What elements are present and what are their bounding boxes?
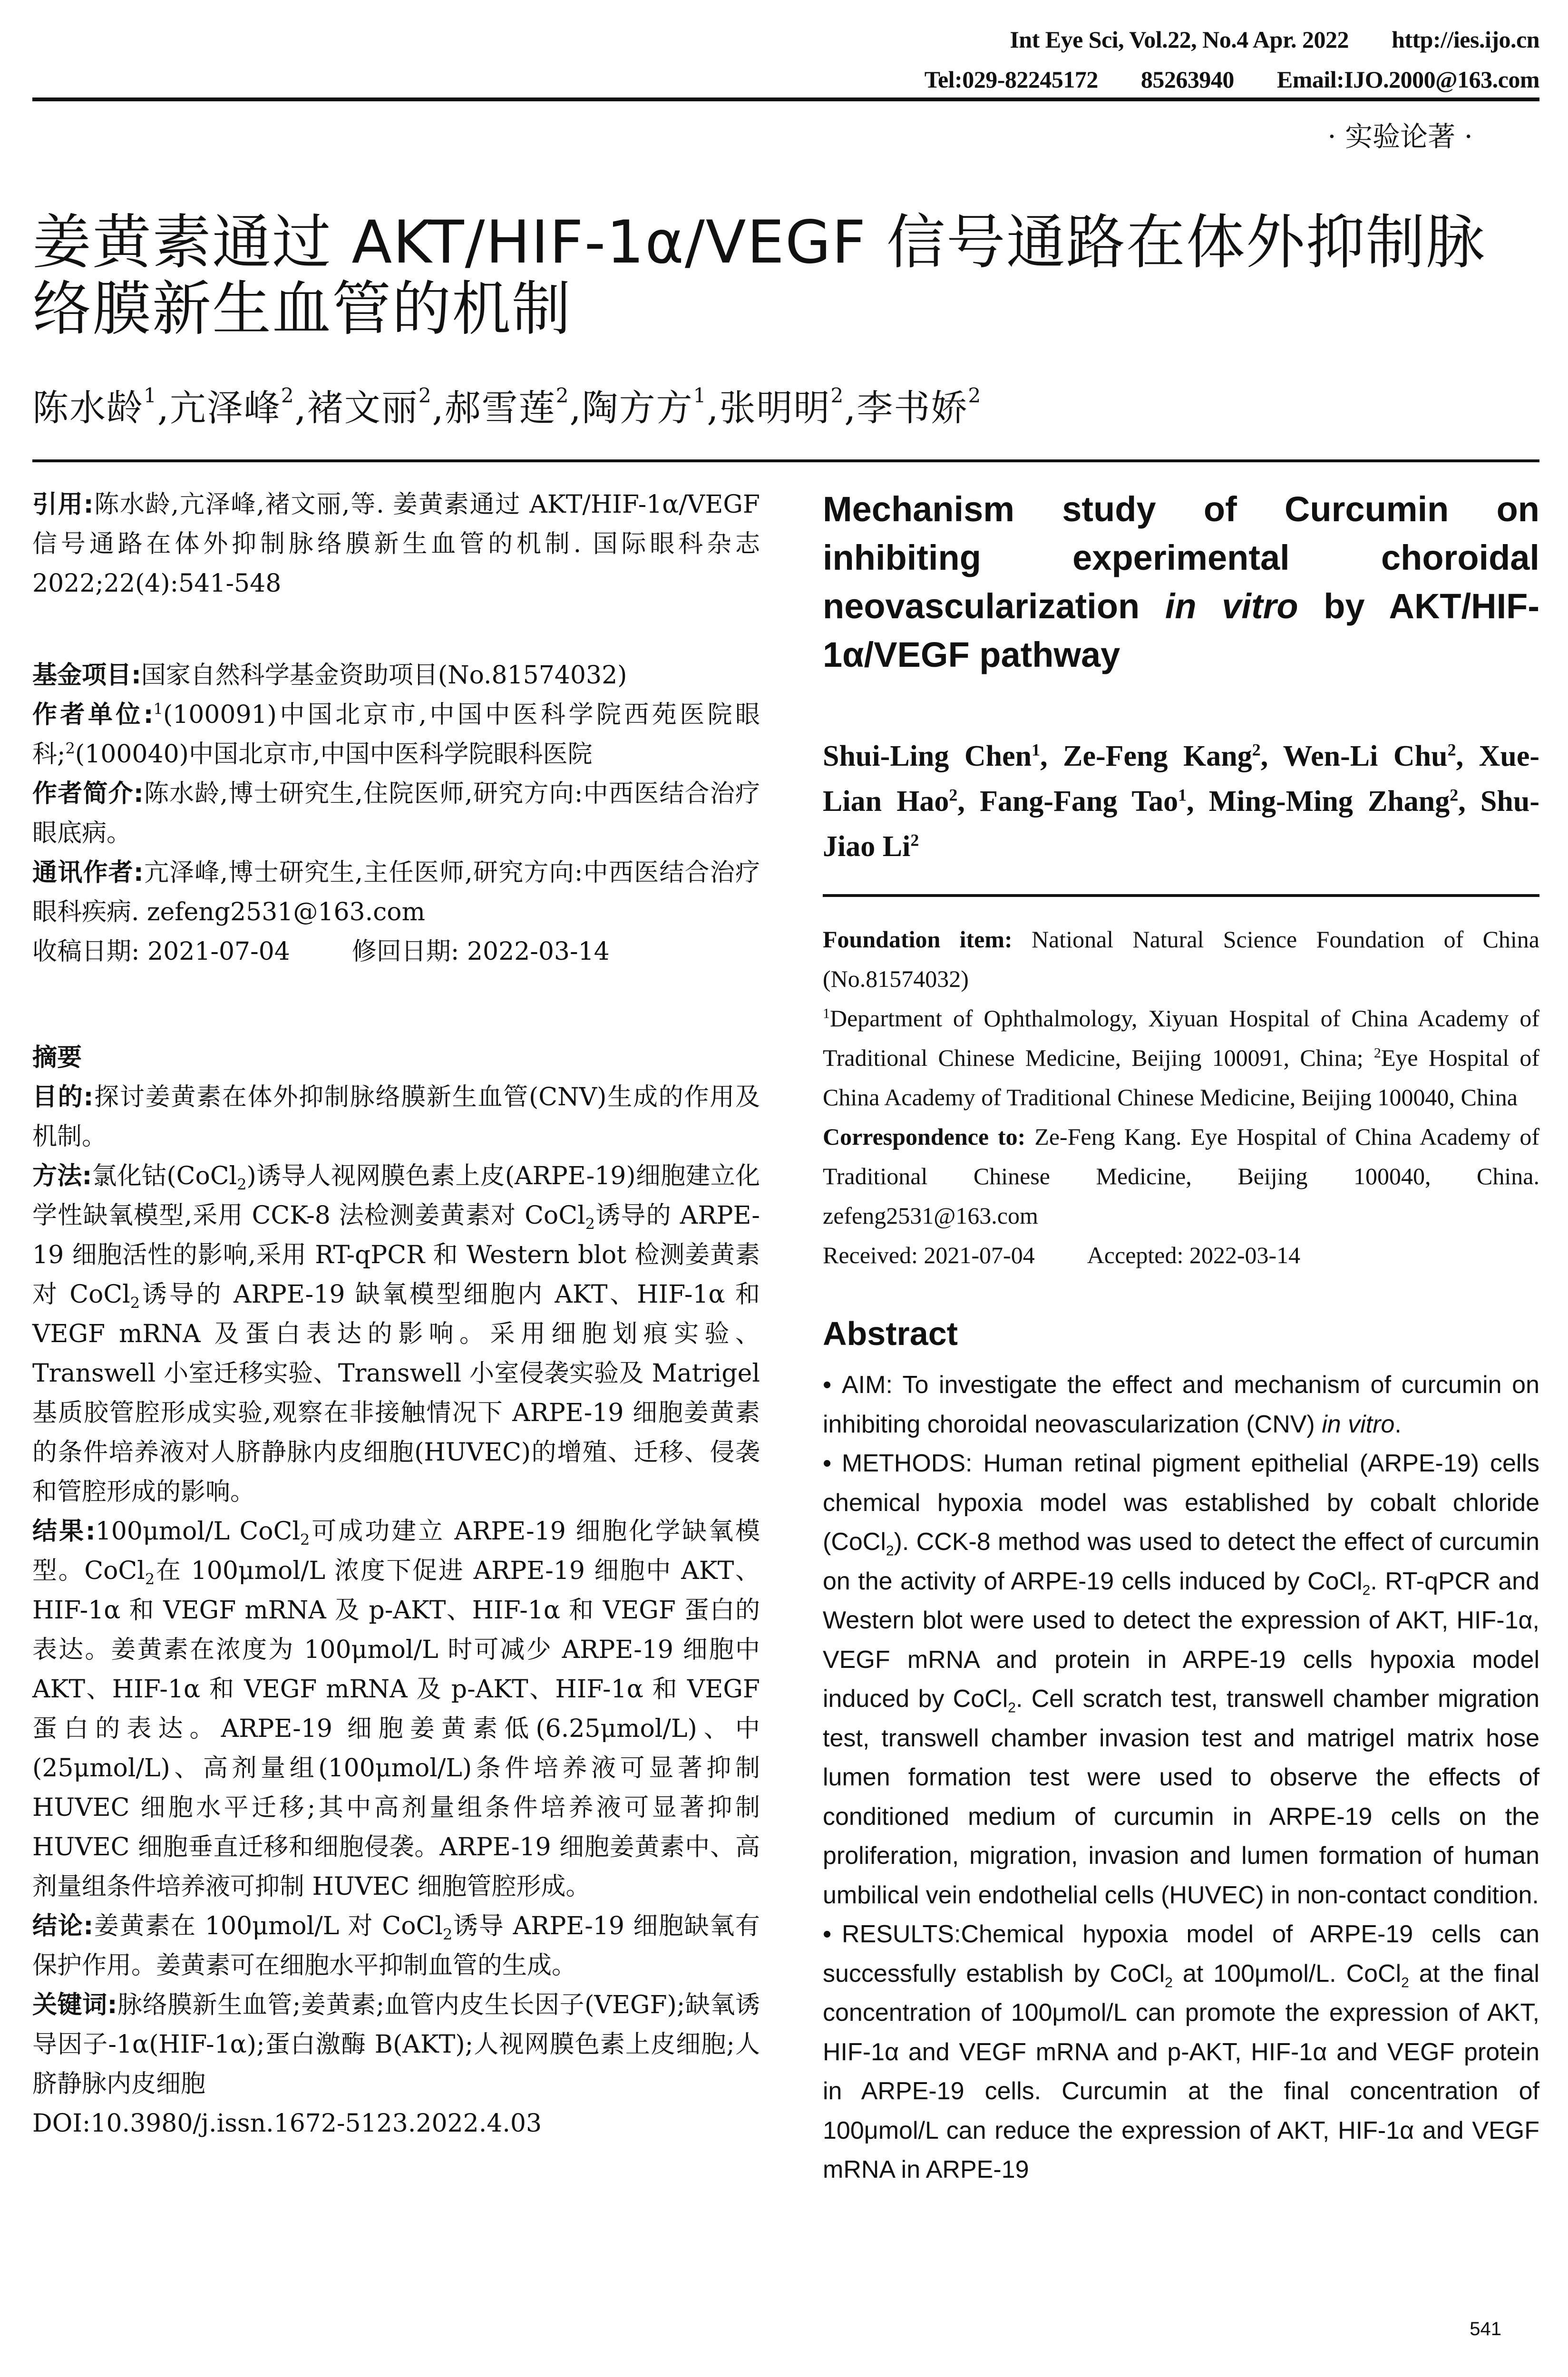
methods-text-en: Human retinal pigment epithelial (ARPE-19) cells chemical hypoxia model was established by cobalt chloride (CoCl xyxy=(823,1450,1539,1556)
abstract-results-en xyxy=(823,1915,1539,2190)
left-column xyxy=(32,485,760,2143)
author-affiliation-marker: 2 xyxy=(968,384,982,407)
subscript: 2 xyxy=(585,1215,595,1233)
abstract-methods-en xyxy=(823,1444,1539,1915)
abstract-methods-cn xyxy=(32,1157,760,1512)
dates-en xyxy=(823,1236,1539,1275)
author-affiliation-marker: 1 xyxy=(1032,740,1041,760)
article-metadata-en xyxy=(823,920,1539,1275)
unit-2: (100040)中国北京市,中国中医科学院眼科医院 xyxy=(75,740,593,769)
journal-header-line-2 xyxy=(925,68,1539,91)
results-label-cn: 结果: xyxy=(32,1517,96,1546)
results-label-en: RESULTS: xyxy=(842,1920,961,1948)
author-affiliation-marker: 2 xyxy=(830,384,845,407)
aim-italic-en: in vitro xyxy=(1322,1410,1395,1438)
fund-item xyxy=(32,656,760,695)
subscript: 2 xyxy=(237,1175,247,1194)
aim-label-en: AIM: xyxy=(842,1371,893,1399)
keywords-text-cn: 脉络膜新生血管;姜黄素;血管内皮生长因子(VEGF);缺氧诱导因子-1α(HIF-1α);蛋白激酶 B(AKT);人视网膜色素上皮细胞;人脐静脉内皮细胞 xyxy=(32,1991,760,2098)
citation xyxy=(32,485,760,604)
abstract-aim-en xyxy=(823,1365,1539,1444)
unit-1-sup: 1 xyxy=(153,700,163,718)
article-title-en xyxy=(823,485,1539,679)
abstract-conclusion-cn xyxy=(32,1907,760,1986)
author-affiliation-marker: 2 xyxy=(1447,740,1456,760)
author-name: Ming-Ming Zhang xyxy=(1208,785,1450,818)
methods-text-cn: 氯化钴(CoCl xyxy=(92,1162,237,1190)
foundation-item xyxy=(823,920,1539,999)
methods-text-cn: 诱导的 ARPE-19 缺氧模型细胞内 AKT、HIF-1α 和 VEGF mRNA 及蛋白表达的影响。采用细胞划痕实验、Transwell 小室迁移实验、Transwell 小室侵袭实验及 Matrigel 基质胶管腔形成实验,观察在非接触情况下 ARPE-19 细胞姜黄素的条件培养液对人脐静脉内皮细胞(HUVEC)的增殖、迁移、侵袭和管腔形成的影响。 xyxy=(32,1280,760,1506)
author-affiliation-marker: 2 xyxy=(910,830,919,850)
author: Ming-Ming Zhang$^2$, xyxy=(1208,785,1480,818)
results-text-cn: 可成功建立 ARPE-19 细胞化学缺氧模型。CoCl xyxy=(32,1517,760,1585)
conclusion-text-cn: 诱导 ARPE-19 细胞缺氧有保护作用。姜黄素可在细胞水平抑制血管的生成。 xyxy=(32,1912,760,1980)
subscript: 2 xyxy=(145,1570,155,1588)
journal-citation: Int Eye Sci, Vol.22, No.4 Apr. 2022 xyxy=(1010,26,1349,53)
author: Fang-Fang Tao$^1$, xyxy=(980,785,1209,818)
results-text-cn: 在 100μmol/L 浓度下促进 ARPE-19 细胞中 AKT、HIF-1α 和 VEGF mRNA 及 p-AKT、HIF-1α 和 VEGF 蛋白的表达。姜黄素在浓度为 100μmol/L 时可减少 ARPE-19 细胞中 AKT、HIF-1α 和 VEGF mRNA 及 p-AKT、HIF-1α 和 VEGF 蛋白的表达。ARPE-19 细胞姜黄素低(6.25μmol/L)、中(25μmol/L)、高剂量组(100μmol/L)条件培养液可显著抑制 HUVEC 细胞水平迁移;其中高剂量组条件培养液可显著抑制 HUVEC 细胞垂直迁移和细胞侵袭。ARPE-19 细胞姜黄素中、高剂量组条件培养液可抑制 HUVEC 细胞管腔形成。 xyxy=(32,1557,760,1901)
citation-text: 陈水龄,亢泽峰,褚文丽,等. 姜黄素通过 AKT/HIF-1α/VEGF 信号通路在体外抑制脉络膜新生血管的机制. 国际眼科杂志 2022;22(4):541-548 xyxy=(32,490,760,598)
author: Shui-Ling Chen$^1$, xyxy=(823,740,1063,772)
author-name: 陶方方 xyxy=(582,387,693,429)
author-name: Xue-Lian Hao xyxy=(823,740,1540,818)
authors-divider xyxy=(823,894,1539,897)
fund-text: 国家自然科学基金资助项目(No.81574032) xyxy=(141,661,627,690)
title-en-part: Mechanism study of Curcumin on inhibiting experimental choroidal neovascularization xyxy=(823,489,1539,626)
results-text-cn: 100μmol/L CoCl xyxy=(95,1517,301,1546)
dates-cn xyxy=(32,932,760,972)
correspondence-text: Ze-Feng Kang. Eye Hospital of China Academy of Traditional Chinese Medicine, Beijing 100040, China. zefeng2531@163.com xyxy=(823,1123,1540,1229)
correspondence xyxy=(823,1117,1539,1236)
aim-text-cn: 探讨姜黄素在体外抑制脉络膜新生血管(CNV)生成的作用及机制。 xyxy=(32,1083,760,1151)
author-name: Shu-Jiao Li xyxy=(823,785,1540,863)
author-name: 郝雪莲 xyxy=(444,387,556,429)
aim-text-en: . xyxy=(1394,1410,1402,1438)
foundation-label: Foundation item: xyxy=(823,926,1013,953)
subscript: 2 xyxy=(886,1543,894,1559)
received-date-cn: 收稿日期: 2021-07-04 xyxy=(32,937,290,966)
citation-label: 引用: xyxy=(32,490,94,519)
subscript: 2 xyxy=(1008,1700,1016,1716)
methods-text-en: . RT-qPCR and Western blot were used to detect the expression of AKT, HIF-1α, VEGF mRNA and protein in ARPE-19 cells hypoxia model induced by CoCl xyxy=(823,1567,1540,1713)
author-name: Ze-Feng Kang xyxy=(1063,740,1252,772)
author-affiliation-marker: 2 xyxy=(949,785,958,805)
methods-label-cn: 方法: xyxy=(32,1162,92,1190)
unit-label: 作者单位: xyxy=(32,701,154,729)
author: Xue-Lian Hao$^2$, xyxy=(823,740,1540,818)
bio-text: 陈水龄,博士研究生,住院医师,研究方向:中西医结合治疗眼底病。 xyxy=(32,779,760,848)
section-label: · 实验论著 · xyxy=(1327,120,1473,153)
aim-label-cn: 目的: xyxy=(32,1083,94,1111)
author-name: 褚文丽 xyxy=(307,387,419,429)
author-name: Shui-Ling Chen xyxy=(823,740,1032,772)
title-en-part: by AKT/HIF-1α/VEGF pathway xyxy=(823,586,1539,674)
author: 张明明$^2$, xyxy=(719,384,857,429)
author-affiliation-marker: 1 xyxy=(1178,785,1187,805)
results-text-en: at the final concentration of 100μmol/L can promote the expression of AKT, HIF-1α and VEGF mRNA and p-AKT, HIF-1α and VEGF protein in ARPE-19 cells. Curcumin at the final concentration of 100μmol/L can reduce the expression of AKT, HIF-1α and VEGF mRNA in ARPE-19 xyxy=(823,1959,1539,2183)
author: 郝雪莲$^2$, xyxy=(444,384,582,429)
author-affiliation-marker: 2 xyxy=(418,384,432,407)
subscript: 2 xyxy=(442,1925,453,1944)
author: 亢泽峰$^2$, xyxy=(169,384,307,429)
bullet-icon: • xyxy=(823,1450,832,1477)
subscript: 2 xyxy=(1401,1974,1409,1990)
abstract-heading-cn: 摘要 xyxy=(32,1043,82,1072)
author-bio xyxy=(32,774,760,853)
author-affiliation-marker: 1 xyxy=(144,384,157,407)
corresponding-author xyxy=(32,853,760,932)
author: 陶方方$^1$, xyxy=(582,384,720,429)
author xyxy=(857,384,982,429)
journal-header-line-1 xyxy=(1010,28,1539,51)
results-text-en: Chemical hypoxia model of ARPE-19 cells can successfully establish by CoCl xyxy=(823,1920,1539,1987)
author: Ze-Feng Kang$^2$, xyxy=(1063,740,1283,772)
aff-1-sup: 1 xyxy=(823,1005,830,1022)
abstract-results-cn xyxy=(32,1512,760,1907)
doi[interactable]: DOI:10.3980/j.issn.1672-5123.2022.4.03 xyxy=(32,2109,542,2138)
author-name: 李书娇 xyxy=(857,387,968,429)
received-date-en: Received: 2021-07-04 xyxy=(823,1242,1035,1268)
methods-text-en: ). CCK-8 method was used to detect the effect of curcumin on the activity of ARPE-19 cells induced by CoCl xyxy=(823,1528,1539,1595)
methods-text-en: . Cell scratch test, transwell chamber migration test, transwell chamber invasion test and matrigel matrix hose lumen formation test were used to observe the effects of conditioned medium of curcumin in ARPE-19 cells on the proliferation, migration, invasion and lumen formation of human umbilical vein endothelial cells (HUVEC) in non-contact condition. xyxy=(823,1685,1540,1909)
accepted-date-en: Accepted: 2022-03-14 xyxy=(1087,1242,1301,1268)
aff-1: Department of Ophthalmology, Xiyuan Hospital of China Academy of Traditional Chinese Medicine, Beijing 100091, China; xyxy=(823,1005,1539,1071)
methods-label-en: METHODS: xyxy=(842,1450,973,1477)
subscript: 2 xyxy=(1362,1582,1371,1598)
results-text-en: at 100μmol/L. CoCl xyxy=(1172,1959,1402,1987)
author-affiliation-marker: 2 xyxy=(281,384,295,407)
aim-text-en: To investigate the effect and mechanism of curcumin on inhibiting choroidal neovascularization (CNV) xyxy=(823,1371,1539,1438)
journal-tel: Tel:029-82245172 xyxy=(924,66,1098,93)
conclusion-label-cn: 结论: xyxy=(32,1912,94,1940)
unit-1: (100091)中国北京市,中国中医科学院西苑医院眼科; xyxy=(32,701,760,769)
bullet-icon: • xyxy=(823,1920,832,1948)
bio-label: 作者简介: xyxy=(32,779,144,808)
author: 褚文丽$^2$, xyxy=(307,384,445,429)
author-name: 陈水龄 xyxy=(32,387,144,429)
subscript: 2 xyxy=(1165,1974,1173,1990)
journal-tel-2: 85263940 xyxy=(1140,66,1234,93)
revised-date-cn: 修回日期: 2022-03-14 xyxy=(351,937,610,966)
abstract-body-en xyxy=(823,1365,1539,2190)
author-affiliation-marker: 2 xyxy=(1252,740,1261,760)
right-column xyxy=(823,485,1539,2190)
author-list-en xyxy=(823,734,1539,869)
foundation-text: National Natural Science Foundation of China (No.81574032) xyxy=(823,926,1540,992)
author-name: 张明明 xyxy=(719,387,831,429)
author-units xyxy=(32,695,760,774)
conclusion-text-cn: 姜黄素在 100μmol/L 对 CoCl xyxy=(93,1912,443,1940)
subscript: 2 xyxy=(300,1530,310,1549)
bullet-icon: • xyxy=(823,1371,832,1399)
methods-text-cn: 诱导的 ARPE-19 细胞活性的影响,采用 RT-qPCR 和 Western blot 检测姜黄素对 CoCl xyxy=(32,1201,760,1309)
author: 陈水龄$^1$, xyxy=(32,384,170,429)
author-affiliation-marker: 1 xyxy=(693,384,707,407)
aff-2-sup: 2 xyxy=(1373,1045,1381,1061)
author-name: Fang-Fang Tao xyxy=(980,785,1178,818)
unit-2-sup: 2 xyxy=(65,739,75,758)
author-list-cn xyxy=(32,384,982,429)
author: Wen-Li Chu$^2$, xyxy=(1283,740,1479,772)
title-divider xyxy=(32,459,1539,462)
article-title-cn: 姜黄素通过 AKT/HIF-1α/VEGF 信号通路在体外抑制脉络膜新生血管的机制 xyxy=(32,208,1486,343)
fund-label: 基金项目: xyxy=(32,661,141,690)
subscript: 2 xyxy=(130,1294,140,1312)
title-en-italic: in vitro xyxy=(1165,586,1298,626)
author-affiliation-marker: 2 xyxy=(555,384,570,407)
corr-text: 亢泽峰,博士研究生,主任医师,研究方向:中西医结合治疗眼科疾病. zefeng2531@163.com xyxy=(32,858,760,926)
methods-text-cn: )诱导人视网膜色素上皮(ARPE-19)细胞建立化学性缺氧模型,采用 CCK-8 法检测姜黄素对 CoCl xyxy=(32,1162,760,1230)
abstract-heading-en: Abstract xyxy=(823,1315,958,1352)
author-name: 亢泽峰 xyxy=(169,387,281,429)
journal-url[interactable]: http://ies.ijo.cn xyxy=(1392,26,1539,53)
affiliations-en xyxy=(823,999,1539,1117)
keywords-cn xyxy=(32,1986,760,2104)
journal-email[interactable]: Email:IJO.2000@163.com xyxy=(1276,66,1539,93)
abstract-aim-cn xyxy=(32,1078,760,1157)
aff-2: Eye Hospital of China Academy of Traditional Chinese Medicine, Beijing 100040, China xyxy=(823,1044,1539,1111)
corr-label: 通讯作者: xyxy=(32,858,144,887)
page-number: 541 xyxy=(1470,2319,1501,2339)
author-affiliation-marker: 2 xyxy=(1450,785,1459,805)
header-divider xyxy=(32,97,1539,101)
keywords-label-cn: 关键词: xyxy=(32,1991,117,2019)
correspondence-label: Correspondence to: xyxy=(823,1123,1026,1150)
author-name: Wen-Li Chu xyxy=(1283,740,1448,772)
